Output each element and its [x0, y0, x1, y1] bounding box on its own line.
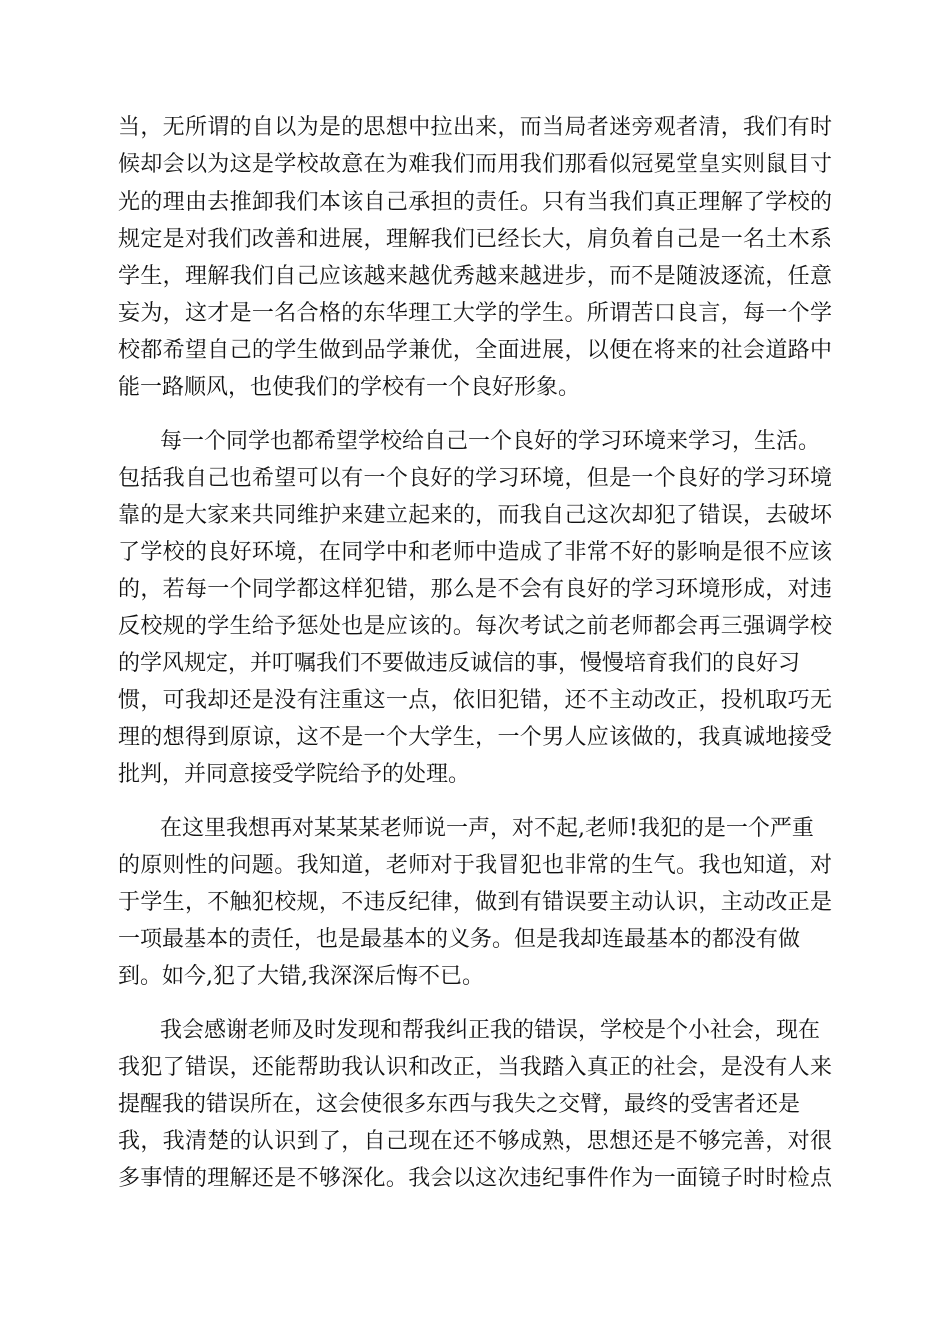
- paragraph-2-line-4: 了学校的良好环境，在同学中和老师中造成了非常不好的影响是很不应该: [118, 540, 832, 565]
- paragraph-1-line-6: 妄为，这才是一名合格的东华理工大学的学生。所谓苦口良言，每一个学: [118, 301, 832, 326]
- paragraph-1-line-5: 学生，理解我们自己应该越来越优秀越来越进步，而不是随波逐流，任意: [118, 264, 832, 289]
- paragraph-1-line-1: 当，无所谓的自以为是的思想中拉出来，而当局者迷旁观者清，我们有时: [118, 115, 832, 140]
- paragraph-4-line-5: 多事情的理解还是不够深化。我会以这次违纪事件作为一面镜子时时检点: [118, 1166, 832, 1191]
- paragraph-1-line-7: 校都希望自己的学生做到品学兼优，全面进展，以便在将来的社会道路中: [118, 338, 832, 363]
- paragraph-1-line-2: 候却会以为这是学校故意在为难我们而用我们那看似冠冕堂皇实则鼠目寸: [118, 152, 832, 177]
- paragraph-3-line-5: 到。如今,犯了大错,我深深后悔不已。: [118, 964, 484, 989]
- paragraph-1-line-8: 能一路顺风，也使我们的学校有一个良好形象。: [118, 375, 581, 400]
- paragraph-4-line-1: 我会感谢老师及时发现和帮我纠正我的错误，学校是个小社会，现在: [160, 1018, 821, 1043]
- paragraph-2-line-6: 反校规的学生给予惩处也是应该的。每次考试之前老师都会再三强调学校: [118, 614, 832, 639]
- paragraph-2-line-2: 包括我自己也希望可以有一个良好的学习环境，但是一个良好的学习环境: [118, 466, 832, 491]
- paragraph-2-line-5: 的，若每一个同学都这样犯错，那么是不会有良好的学习环境形成，对违: [118, 577, 832, 602]
- paragraph-2-line-7: 的学风规定，并叮嘱我们不要做违反诚信的事，慢慢培育我们的良好习: [118, 651, 801, 676]
- paragraph-4-line-4: 我，我清楚的认识到了，自己现在还不够成熟，思想还是不够完善，对很: [118, 1129, 832, 1154]
- paragraph-3-line-1: 在这里我想再对某某某老师说一声，对不起,老师!我犯的是一个严重: [160, 816, 814, 841]
- paragraph-2-line-1: 每一个同学也都希望学校给自己一个良好的学习环境来学习，生活。: [160, 429, 821, 454]
- paragraph-3-line-2: 的原则性的问题。我知道，老师对于我冒犯也非常的生气。我也知道，对: [118, 853, 832, 878]
- paragraph-2-line-9: 理的想得到原谅，这不是一个大学生，一个男人应该做的，我真诚地接受: [118, 725, 832, 750]
- paragraph-2-line-10: 批判，并同意接受学院给予的处理。: [118, 762, 471, 787]
- paragraph-2-line-8: 惯，可我却还是没有注重这一点，依旧犯错，还不主动改正，投机取巧无: [118, 688, 832, 713]
- paragraph-1-line-4: 规定是对我们改善和进展，理解我们已经长大，肩负着自己是一名土木系: [118, 227, 832, 252]
- paragraph-4-line-2: 我犯了错误，还能帮助我认识和改正，当我踏入真正的社会，是没有人来: [118, 1055, 832, 1080]
- paragraph-3-line-4: 一项最基本的责任，也是最基本的义务。但是我却连最基本的都没有做: [118, 927, 801, 952]
- paragraph-2-line-3: 靠的是大家来共同维护来建立起来的，而我自己这次却犯了错误，去破坏: [118, 503, 832, 528]
- paragraph-1-line-3: 光的理由去推卸我们本该自己承担的责任。只有当我们真正理解了学校的: [118, 190, 832, 215]
- paragraph-3-line-3: 于学生，不触犯校规，不违反纪律，做到有错误要主动认识，主动改正是: [118, 890, 832, 915]
- paragraph-4-line-3: 提醒我的错误所在，这会使很多东西与我失之交臂，最终的受害者还是: [118, 1092, 801, 1117]
